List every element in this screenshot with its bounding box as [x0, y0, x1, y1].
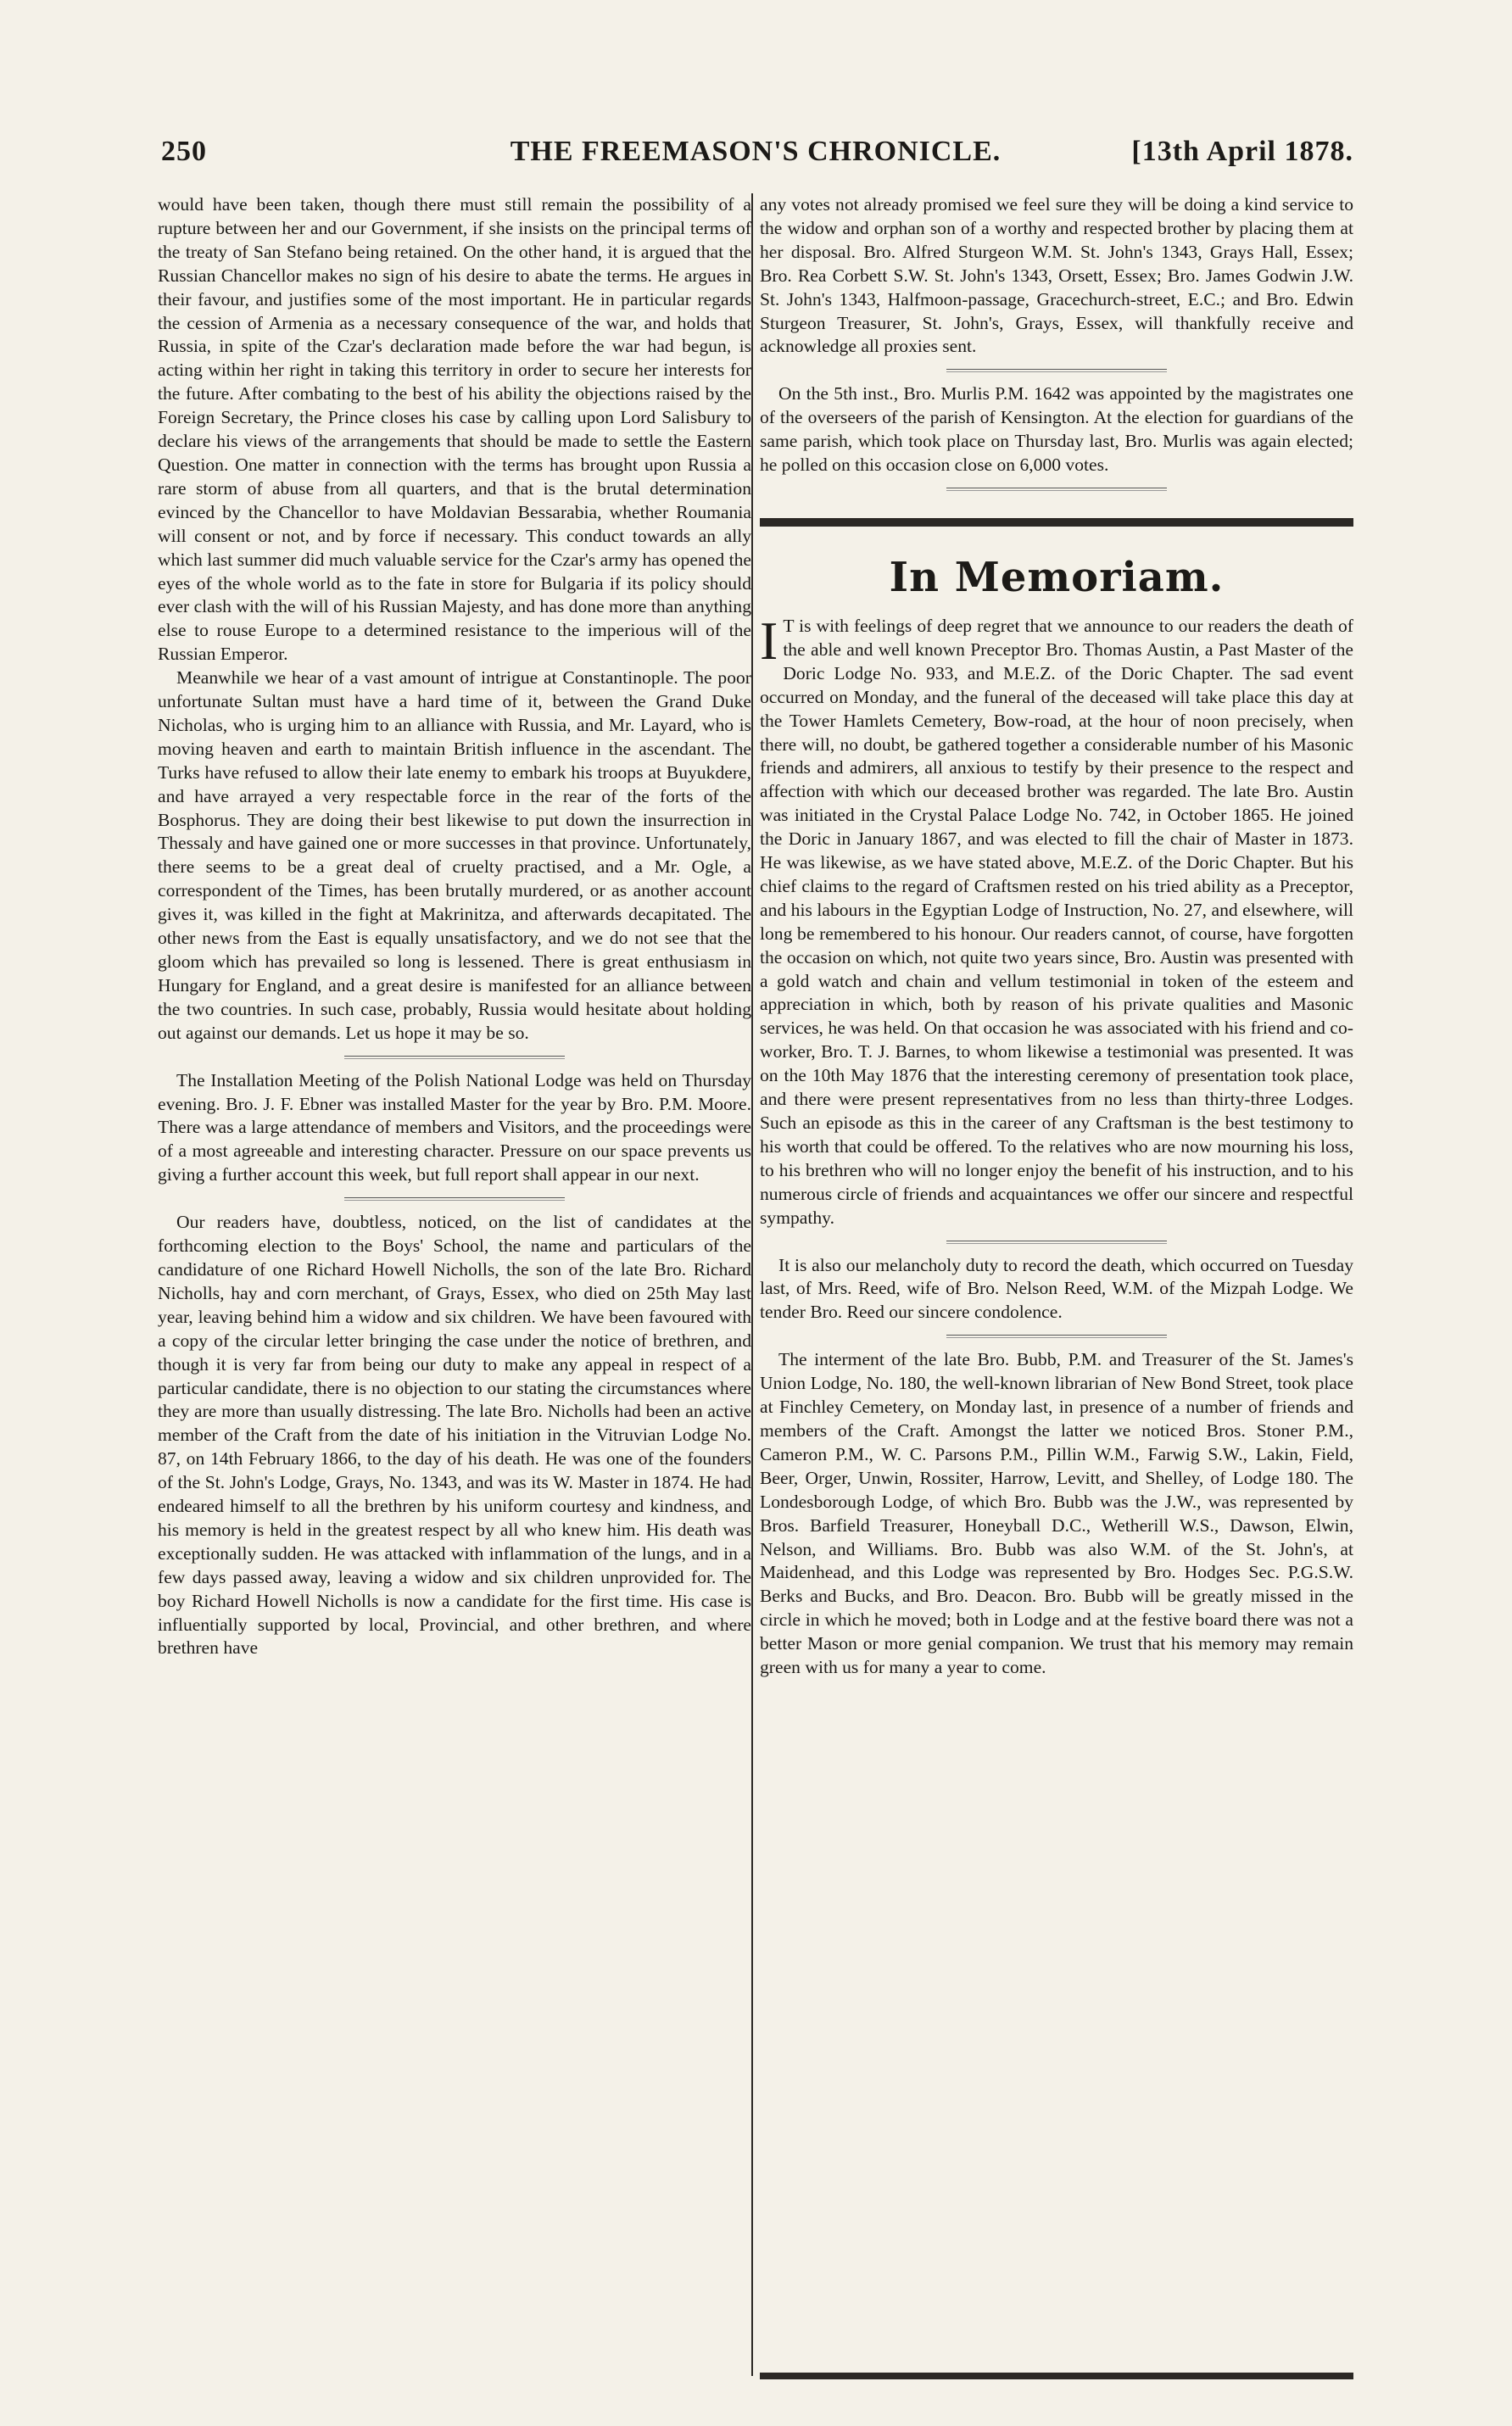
heavy-rule [760, 518, 1353, 527]
right-column [760, 193, 1353, 2373]
section-separator [158, 1046, 751, 1069]
article-polish-lodge: The Installation Meeting of the Polish National Lodge was held on Thursday evening. Bro. J. F. Ebner was installed Master for the year by Bro. P.M. Moore. There was a large attendance of members and Visitors, and the proceedings were of a most agreeable and interesting character. Pressure on our space prevents us giving a further account this week, but full report shall appear in our next. [158, 1069, 751, 1185]
article-murlis: On the 5th inst., Bro. Murlis P.M. 1642 was appointed by the magistrates one of the overseers of the parish of Kensington. At the election for guardians of the same parish, which took place on Thursday last, Bro. Murlis was again elected; he polled on this occasion close on 6,000 votes. [760, 383, 1353, 476]
memorial-text: T is with feelings of deep regret that we announce to our readers the death of the able and well known Preceptor Bro. Thomas Austin, a Past Master of the Doric Lodge No. 933, and M.E.Z. of the Doric Chapter. The sad event occurred on Monday, and the funeral of the deceased will take place this day at the Tower Hamlets Cemetery, Bow-road, at the hour of noon precisely, when there will, no doubt, be gathered together a considerable number of his Masonic friends and admirers, all anxious to testify by their presence to the respect and affection with which our deceased brother was regarded. The late Bro. Austin was initiated in the Crystal Palace Lodge No. 742, in October 1865. He joined the Doric in January 1867, and was elected to fill the chair of Master in 1873. He was likewise, as we have stated above, M.E.Z. of the Doric Chapter. But his chief claims to the regard of Craftsmen rested on his tried ability as a Preceptor, and his labours in the Egyptian Lodge of Instruction, No. 27, and elsewhere, will long be remembered to his honour. Our readers cannot, of course, have forgotten the occasion on which, not quite two years since, Bro. Austin was presented with a gold watch and chain and vellum testimonial in token of the esteem and appreciation in which, both by reason of his private qualities and Masonic services, he was held. On that occasion he was associated with his friend and co-worker, Bro. T. J. Barnes, to whom likewise a testimonial was presented. It was on the 10th May 1876 that the interesting ceremony of presentation took place, and there were present representatives from no less than thirty-three Lodges. Such an episode as this in the career of any Craftsman is the best testimony to his worth that could be offered. To the relatives who are now mourning his loss, to his brethren who will no longer enjoy the benefit of his instruction, and to his numerous circle of friends and acquaintances we offer our sincere and respectful sympathy. [760, 615, 1353, 1228]
publication-title: THE FREEMASON'S CHRONICLE. [510, 136, 1001, 167]
bottom-rule [760, 2373, 1353, 2379]
left-column [158, 193, 751, 2373]
column-divider [751, 193, 753, 2376]
section-separator [760, 1230, 1353, 1254]
article-constantinople: Meanwhile we hear of a vast amount of intrigue at Constantinople. The poor unfortunate Sultan must have a hard time of it, between the Grand Duke Nicholas, who is urging him to an alliance with Russia, and Mr. Layard, who is moving heaven and earth to maintain British influence in the ascendant. The Turks have refused to allow their late enemy to embark his troops at Buyukdere, and have arrayed a very respectable force in the rear of the forts of the Bosphorus. They are doing their best likewise to put down the insurrection in Thessaly and have gained one or more successes in that province. Unfortunately, there seems to be a great deal of cruelty practised, and a Mr. Ogle, a correspondent of the Times, has been brutally murdered, or as another account gives it, was killed in the fight at Makrinitza, and afterwards decapitated. The other news from the East is equally unsatisfactory, and we do not see that the gloom which has prevailed so long is lessened. There is great enthusiasm in Hungary for England, and a great desire is manifested for an alliance between the two countries. In such case, probably, Russia would hesitate about holding out against our demands. Let us hope it may be so. [158, 667, 751, 1043]
page-number: 250 [161, 136, 207, 167]
article-mrs-reed: It is also our melancholy duty to record the death, which occurred on Tuesday last, of Mrs. Reed, wife of Bro. Nelson Reed, W.M. of the Mizpah Lodge. We tender Bro. Reed our sincere condolence. [760, 1254, 1353, 1323]
page-header [158, 127, 1353, 178]
article-bubb-interment: The interment of the late Bro. Bubb, P.M. and Treasurer of the St. James's Union Lodge, No. 180, the well-known librarian of New Bond Street, took place at Finchley Cemetery, on Monday last, in presence of a number of friends and members of the Craft. Amongst the latter we noticed Bros. Stoner P.M., Cameron P.M., W. C. Parsons P.M., Pillin W.M., Farwig S.W., Lakin, Field, Beer, Orger, Unwin, Rossiter, Harrow, Levitt, and Shelley, of Lodge 180. The Londesborough Lodge, of which Bro. Bubb was the J.W., was represented by Bros. Barfield Treasurer, Honeyball D.C., Wetherill W.S., Dawson, Elwin, Nelson, and Williams. Bro. Bubb was also W.M. of the St. John's, at Maidenhead, and this Lodge was represented by Bro. Hodges Sec. P.G.S.W. Berks and Bucks, and Bro. Deacon. Bro. Bubb will be greatly missed in the circle in which he moved; both in Lodge and at the festive board there was not a better Mason or more genial companion. We trust that his memory may remain green with us for many a year to come. [760, 1349, 1353, 1678]
memorial-heading: In Memoriam. [889, 553, 1225, 601]
article-nicholls-candidature: Our readers have, doubtless, noticed, on the list of candidates at the forthcoming election to the Boys' School, the name and particulars of the candidature of one Richard Howell Nicholls, the son of the late Bro. Richard Nicholls, hay and corn merchant, of Grays, Essex, who died on 25th May last year, leaving behind him a widow and six children. We have been favoured with a copy of the circular letter bringing the case under the notice of brethren, and though it is very far from being our duty to make any appeal in respect of a particular candidate, there is no objection to our stating the circumstances where they are more than usually distressing. The late Bro. Nicholls had been an active member of the Craft from the date of his initiation in the Vitruvian Lodge No. 87, on 14th February 1866, to the day of his death. He was one of the founders of the St. John's Lodge, Grays, No. 1343, and was its W. Master in 1874. He had endeared himself to all the brethren by his uniform courtesy and kindness, and his memory is held in the greatest respect by all who knew him. His death was exceptionally sudden. He was attacked with inflammation of the lungs, and in a few days passed away, leaving a widow and six children unprovided for. The boy Richard Howell Nicholls is now a candidate for the first time. His case is influentially supported by local, Provincial, and other brethren, and where brethren have [158, 1212, 751, 1659]
section-separator [158, 1187, 751, 1211]
drop-cap: I [760, 610, 778, 671]
section-separator [760, 359, 1353, 382]
article-nicholls-continued: any votes not already promised we feel sure they will be doing a kind service to the widow and orphan son of a worthy and respected brother by placing them at her disposal. Bro. Alfred Sturgeon W.M. St. John's 1343, Grays Hall, Essex; Bro. Rea Corbett S.W. St. John's 1343, Orsett, Essex; Bro. James Godwin J.W. St. John's 1343, Halfmoon-passage, Gracechurch-street, E.C.; and Bro. Edwin Sturgeon Treasurer, St. John's, Grays, Essex, will thankfully receive and acknowledge all proxies sent. [760, 194, 1353, 357]
memorial-article [760, 610, 1353, 1230]
section-separator [760, 477, 1353, 501]
issue-date: [13th April 1878. [1131, 136, 1353, 167]
article-eastern-question: would have been taken, though there must still remain the possibility of a rupture between her and our Government, if she insists on the principal terms of the treaty of San Stefano being retained. On the other hand, it is argued that the Russian Chancellor makes no sign of his desire to abate the terms. He argues in their favour, and justifies some of the most important. He in particular regards the cession of Armenia as a necessary consequence of the war, and holds that Russia, in spite of the Czar's declaration made before the war had begun, is acting within her right in taking this territory in order to secure her interests for the future. After combating to the best of his ability the objections raised by the Foreign Secretary, the Prince closes his case by calling upon Lord Salisbury to declare his views of the arrangements that should be made to settle the Eastern Question. One matter in connection with the terms has brought upon Russia a rare storm of abuse from all quarters, and that is the brutal determination evinced by the Chancellor to have Moldavian Bessarabia, whether Roumania will consent or not, and by force if necessary. This conduct towards an ally which last summer did much valuable service for the Czar's army has opened the eyes of the whole world as to the fate in store for Bulgaria if its policy should ever clash with the will of his Russian Majesty, and has done more than anything else to rouse Europe to a determined resistance to the imperious will of the Russian Emperor. [158, 194, 751, 665]
section-separator [760, 1325, 1353, 1348]
